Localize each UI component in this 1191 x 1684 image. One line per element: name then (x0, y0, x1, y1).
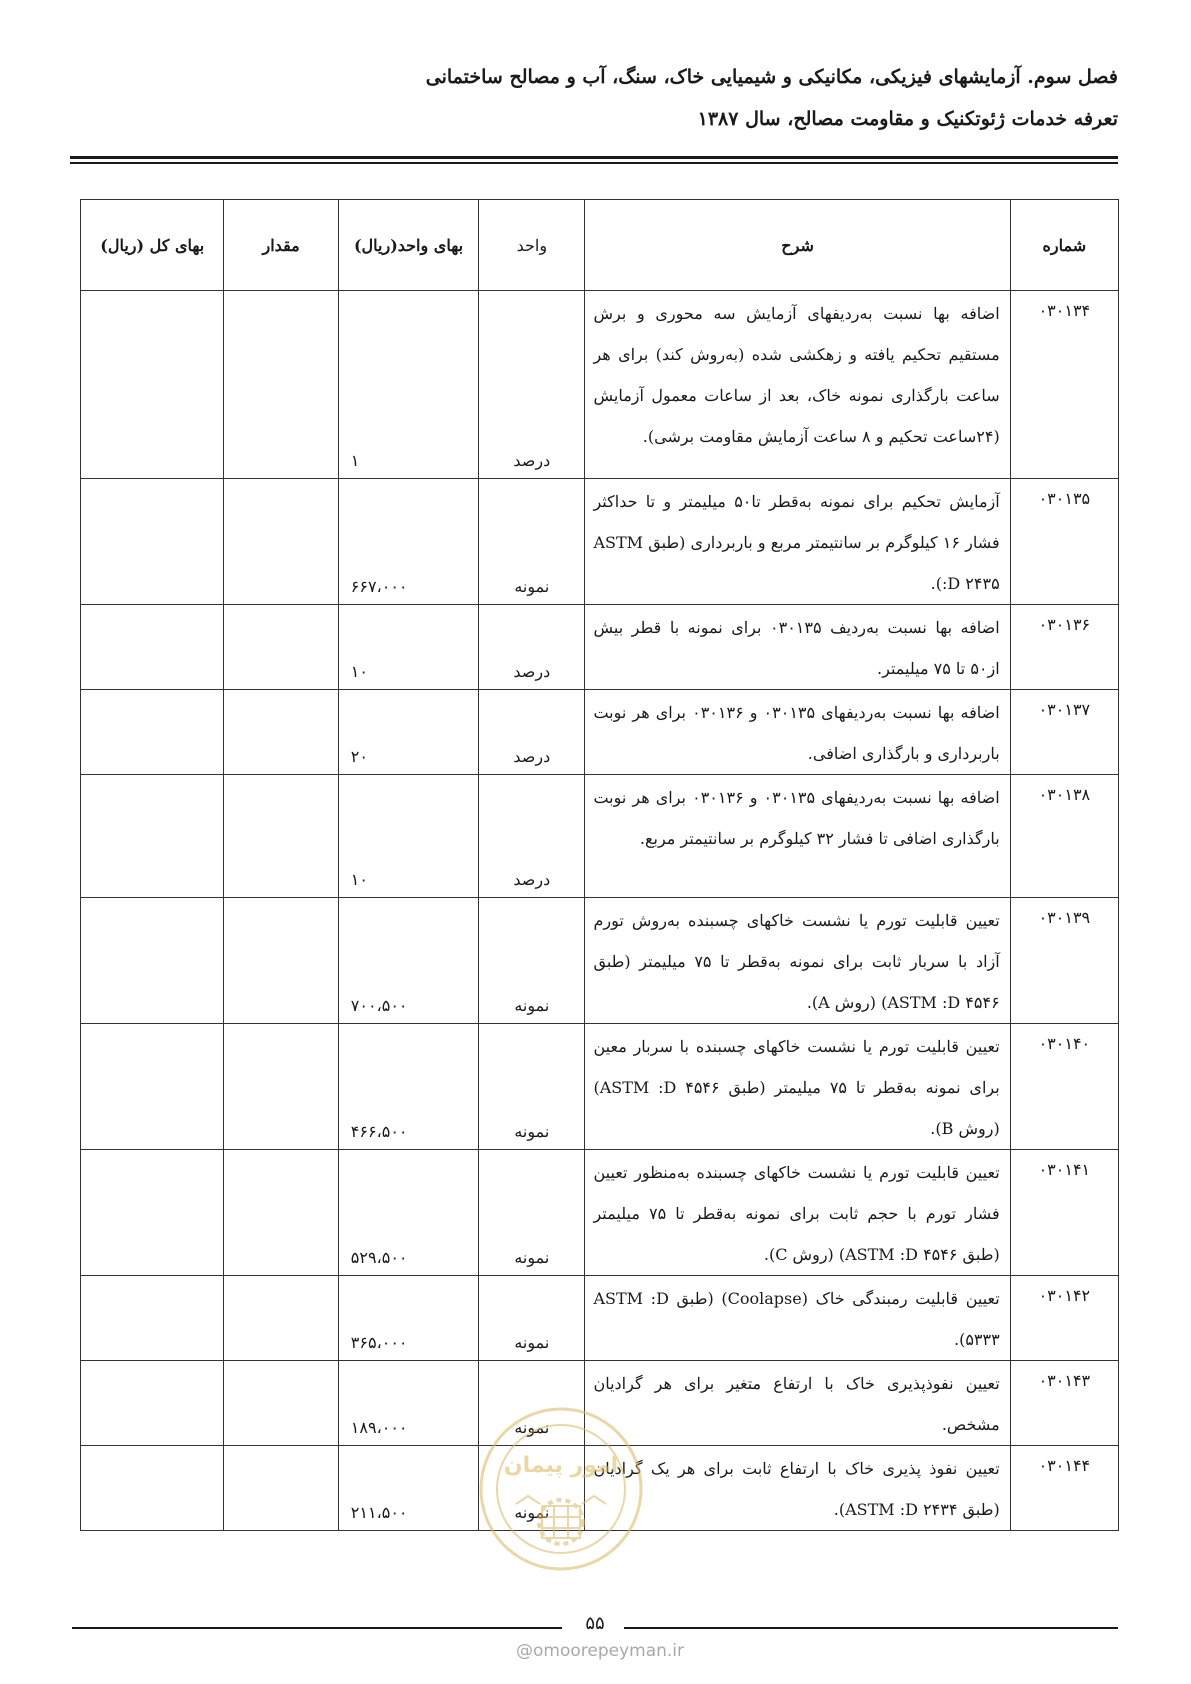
item-quantity (224, 1446, 338, 1531)
book-title: تعرفه خدمات ژئوتکنیک و مقاومت مصالح، سال ۱۳۸۷ (697, 108, 1118, 130)
table-row (81, 1150, 1119, 1276)
item-number: ۰۳۰۱۳۶ (1010, 605, 1118, 690)
item-number: ۰۳۰۱۴۳ (1010, 1361, 1118, 1446)
item-unit: درصد (479, 690, 585, 775)
item-unit: درصد (479, 291, 585, 479)
item-unit: درصد (479, 605, 585, 690)
item-unit-price: ۲۰ (338, 690, 478, 775)
header-description: شرح (585, 200, 1010, 291)
table-row (81, 291, 1119, 479)
item-unit: نمونه (479, 1361, 585, 1446)
item-total (81, 898, 224, 1024)
table-row (81, 1276, 1119, 1361)
table-row (81, 1024, 1119, 1150)
item-quantity (224, 1024, 338, 1150)
item-unit: نمونه (479, 479, 585, 605)
item-quantity (224, 479, 338, 605)
header-number: شماره (1010, 200, 1118, 291)
table-row (81, 898, 1119, 1024)
item-quantity (224, 1276, 338, 1361)
footer-rule-left (72, 1627, 562, 1629)
item-unit: نمونه (479, 1276, 585, 1361)
item-number: ۰۳۰۱۳۴ (1010, 291, 1118, 479)
item-total (81, 1024, 224, 1150)
item-total (81, 775, 224, 898)
item-unit-price: ۱۰ (338, 775, 478, 898)
item-quantity (224, 605, 338, 690)
page-number: ۵۵ (585, 1613, 605, 1634)
table-header-row (81, 200, 1119, 291)
item-description: اضافه بها نسبت به‌ردیف ۰۳۰۱۳۵ برای نمونه با قطر بیش از۵۰ تا ۷۵ میلیمتر. (585, 605, 1010, 690)
item-quantity (224, 775, 338, 898)
item-unit: نمونه (479, 898, 585, 1024)
item-description: آزمایش تحکیم برای نمونه به‌قطر تا۵۰ میلیمتر و تا حداکثر فشار ۱۶ کیلوگرم بر سانتیمتر مربع و باربرداری (طبق ASTM :D ۲۴۳۵). (585, 479, 1010, 605)
website-watermark: @omoorepeyman.ir (515, 1641, 685, 1661)
item-unit: نمونه (479, 1446, 585, 1531)
chapter-title: فصل سوم. آزمایشهای فیزیکی، مکانیکی و شیمیایی خاک، سنگ، آب و مصالح ساختمانی (425, 66, 1118, 88)
item-unit-price: ۶۶۷،۰۰۰ (338, 479, 478, 605)
item-total (81, 1276, 224, 1361)
item-quantity (224, 898, 338, 1024)
item-number: ۰۳۰۱۳۷ (1010, 690, 1118, 775)
item-description: تعیین نفوذ پذیری خاک با ارتفاع ثابت برای هر یک گرادیان (طبق ASTM :D ۲۴۳۴). (585, 1446, 1010, 1531)
item-total (81, 1446, 224, 1531)
item-description: تعیین نفوذپذیری خاک با ارتفاع متغیر برای هر گرادیان مشخص. (585, 1361, 1010, 1446)
item-total (81, 605, 224, 690)
item-unit-price: ۵۲۹،۵۰۰ (338, 1150, 478, 1276)
item-description: تعیین قابلیت رمبندگی خاک (Coolapse) (طبق ASTM :D ۵۳۳۳). (585, 1276, 1010, 1361)
item-number: ۰۳۰۱۴۱ (1010, 1150, 1118, 1276)
item-unit: نمونه (479, 1150, 585, 1276)
header-quantity: مقدار (224, 200, 338, 291)
watermark-seal-logo (476, 1404, 646, 1574)
header-total-price: بهای کل (ریال) (81, 200, 224, 291)
header-unit: واحد (479, 200, 585, 291)
item-unit-price: ۴۶۶،۵۰۰ (338, 1024, 478, 1150)
item-quantity (224, 291, 338, 479)
item-number: ۰۳۰۱۴۲ (1010, 1276, 1118, 1361)
item-unit-price: ۷۰۰،۵۰۰ (338, 898, 478, 1024)
header-unit-price: بهای واحد(ریال) (338, 200, 478, 291)
watermark-text: امور پیمان (503, 1453, 619, 1478)
item-number: ۰۳۰۱۴۴ (1010, 1446, 1118, 1531)
item-number: ۰۳۰۱۳۹ (1010, 898, 1118, 1024)
item-total (81, 1361, 224, 1446)
item-unit-price: ۱ (338, 291, 478, 479)
item-number: ۰۳۰۱۳۸ (1010, 775, 1118, 898)
header-rule-thick (70, 156, 1118, 159)
item-unit-price: ۳۶۵،۰۰۰ (338, 1276, 478, 1361)
item-description: تعیین قابلیت تورم یا نشست خاکهای چسبنده به‌روش تورم آزاد با سربار ثابت برای نمونه به‌قطر تا ۷۵ میلیمتر (طبق ASTM :D ۴۵۴۶) (روش A). (585, 898, 1010, 1024)
item-total (81, 1150, 224, 1276)
item-description: اضافه بها نسبت به‌ردیفهای آزمایش سه محوری و برش مستقیم تحکیم یافته و زهکشی شده (به‌روش کند) برای هر ساعت بارگذاری نمونه خاک، بعد از ساعات معمول آزمایش (۲۴ساعت تحکیم و ۸ ساعت آزمایش مقاومت برشی). (585, 291, 1010, 479)
item-unit-price: ۱۰ (338, 605, 478, 690)
item-quantity (224, 690, 338, 775)
item-total (81, 291, 224, 479)
header-rule-thin (70, 162, 1118, 164)
item-number: ۰۳۰۱۴۰ (1010, 1024, 1118, 1150)
table-row (81, 479, 1119, 605)
table-row (81, 690, 1119, 775)
item-unit-price: ۱۸۹،۰۰۰ (338, 1361, 478, 1446)
table-row (81, 775, 1119, 898)
item-total (81, 479, 224, 605)
item-unit-price: ۲۱۱،۵۰۰ (338, 1446, 478, 1531)
item-description: اضافه بها نسبت به‌ردیفهای ۰۳۰۱۳۵ و ۰۳۰۱۳۶ برای هر نوبت باربرداری و بارگذاری اضافی. (585, 690, 1010, 775)
item-quantity (224, 1150, 338, 1276)
item-quantity (224, 1361, 338, 1446)
item-unit: درصد (479, 775, 585, 898)
item-unit: نمونه (479, 1024, 585, 1150)
item-description: تعیین قابلیت تورم یا نشست خاکهای چسبنده به‌منظور تعیین فشار تورم با حجم ثابت برای نمونه به‌قطر تا ۷۵ میلیمتر (طبق ASTM :D ۴۵۴۶) (روش C). (585, 1150, 1010, 1276)
footer-rule-right (624, 1627, 1118, 1629)
item-number: ۰۳۰۱۳۵ (1010, 479, 1118, 605)
tariff-table (80, 199, 1119, 1531)
table-row (81, 605, 1119, 690)
item-description: تعیین قابلیت تورم یا نشست خاکهای چسبنده با سربار معین برای نمونه به‌قطر تا ۷۵ میلیمتر (طبق ASTM :D ۴۵۴۶) (روش B). (585, 1024, 1010, 1150)
item-description: اضافه بها نسبت به‌ردیفهای ۰۳۰۱۳۵ و ۰۳۰۱۳۶ برای هر نوبت بارگذاری اضافی تا فشار ۳۲ کیلوگرم بر سانتیمتر مربع. (585, 775, 1010, 898)
item-total (81, 690, 224, 775)
